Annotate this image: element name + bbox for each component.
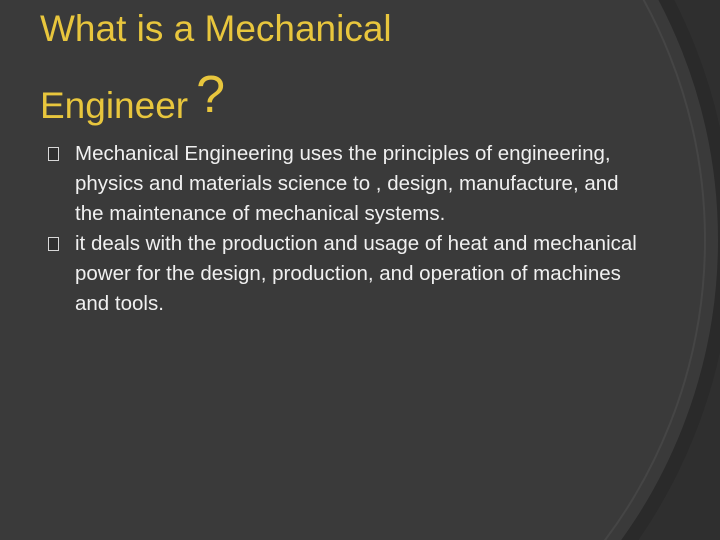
title-line-2: [40, 66, 600, 127]
title-line-1: What is a Mechanical: [40, 8, 392, 49]
box-bullet-icon: [48, 237, 59, 251]
title-word: Engineer: [40, 85, 189, 126]
bullet-text: it deals with the production and usage of heat and mechanical power for the design, production, and operation of machines and tools.: [75, 232, 637, 315]
bullet-list: [48, 139, 648, 319]
slide-title: [40, 8, 600, 127]
bullet-item: [48, 139, 648, 229]
bullet-item: [48, 229, 648, 319]
box-bullet-icon: [48, 147, 59, 161]
title-question-mark: ?: [196, 66, 226, 124]
bullet-text: Mechanical Engineering uses the principles of engineering, physics and materials science to , design, manufacture, and the maintenance of mechanical systems.: [75, 142, 619, 225]
